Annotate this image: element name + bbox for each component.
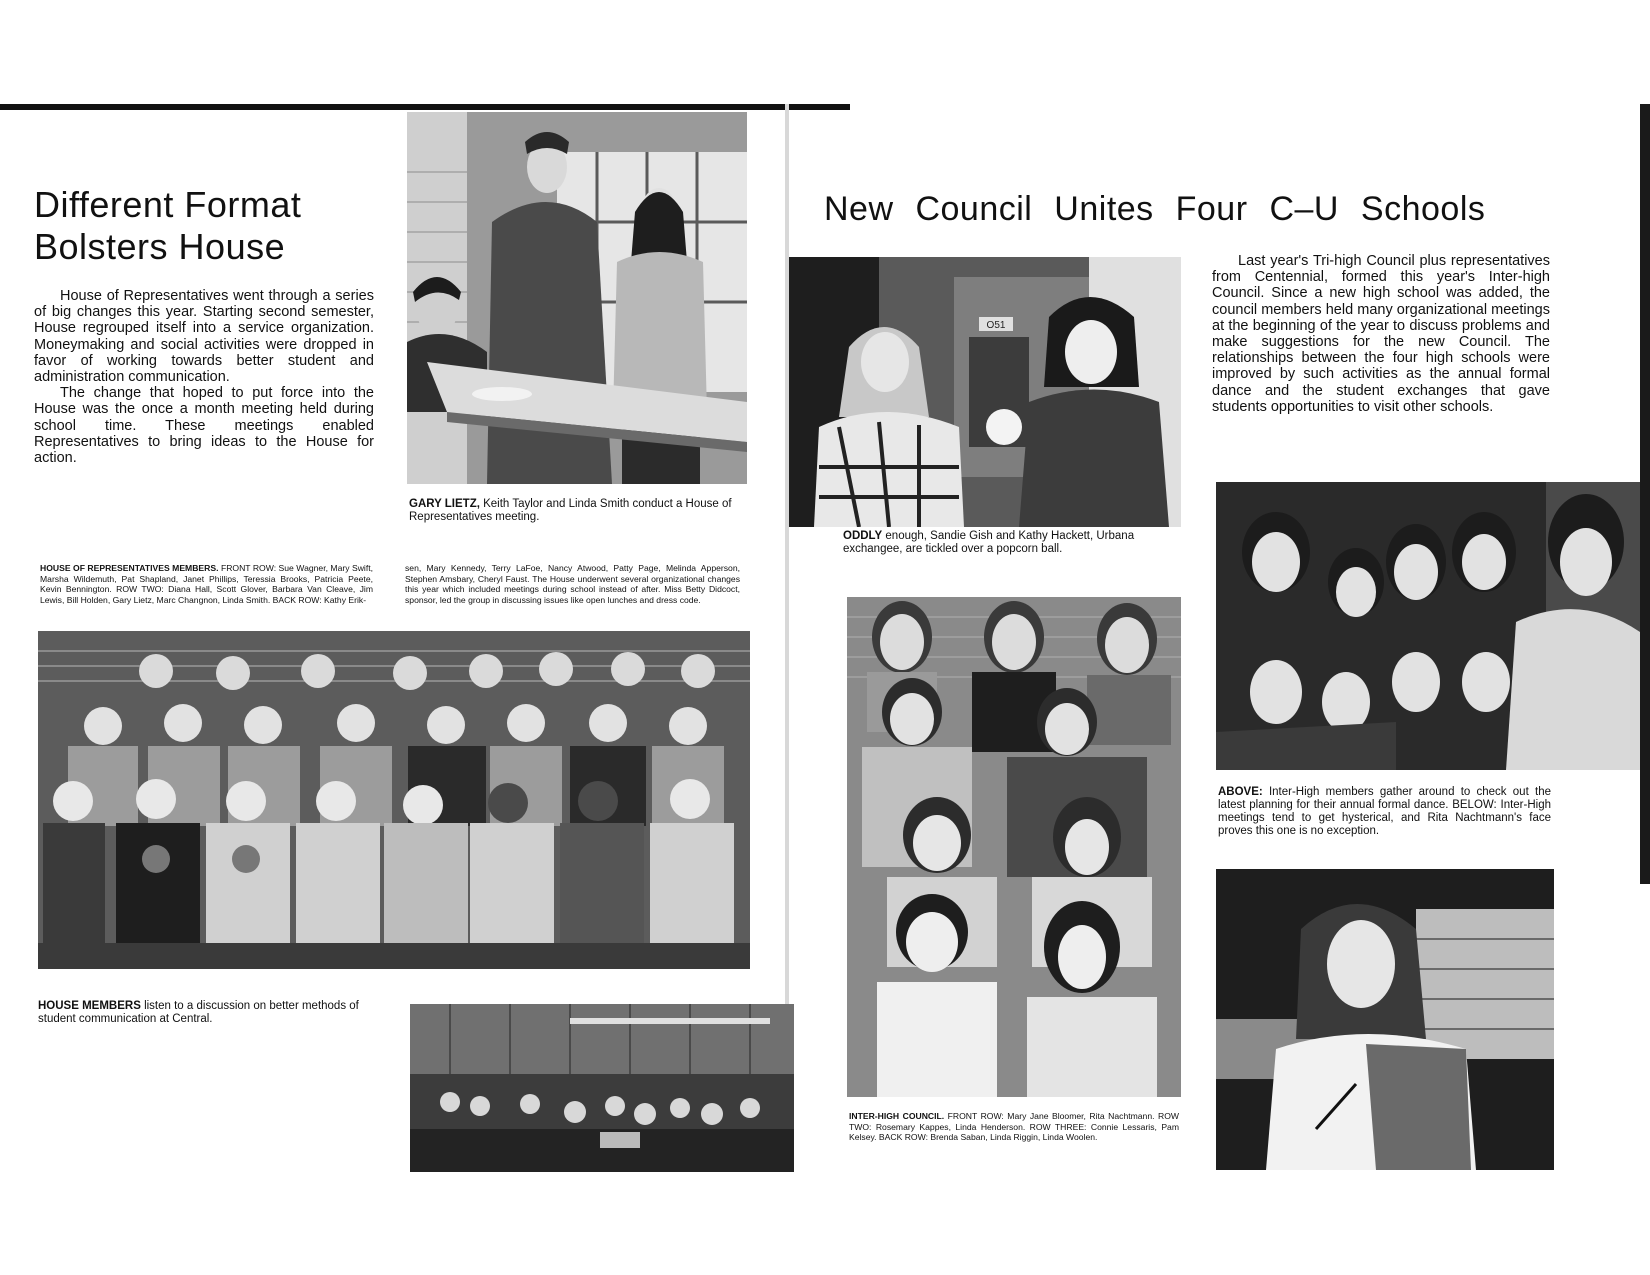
left-headline-line1: Different Format <box>34 184 302 225</box>
house-discussion-photo-art <box>410 1004 794 1172</box>
members-caption-col1 <box>40 563 373 605</box>
house-meeting-photo-art <box>407 112 747 484</box>
oddly-caption-lead: ODDLY <box>843 530 883 542</box>
inter-high-gather-photo <box>1216 482 1640 770</box>
room-number-sign: O51 <box>986 320 1006 331</box>
page-right-edge <box>1640 104 1650 884</box>
popcorn-ball-photo <box>789 257 1181 527</box>
left-story <box>34 288 374 466</box>
meeting-caption-lead: GARY LIETZ, <box>409 498 480 510</box>
left-headline <box>34 184 374 268</box>
meeting-caption-text: Keith Taylor and Linda Smith conduct a House of Representatives meeting. <box>409 498 732 523</box>
right-story <box>1212 253 1550 415</box>
inter-high-council-photo <box>847 597 1181 1097</box>
council-caption-text: FRONT ROW: Mary Jane Bloomer, Rita Nachtmann. ROW TWO: Rosemary Kappes, Linda Henderson. ROW THREE: Connie Lessaris, Pam Kelsey. BACK ROW: Brenda Saban, Linda Riggin, Linda Woolen. <box>849 1111 1179 1143</box>
page-top-rule <box>0 104 850 110</box>
rita-nachtmann-photo-art <box>1216 869 1554 1170</box>
left-story-paragraph-2: The change that hoped to put force into the House was the once a month meeting held during school time. These meetings enabled Representatives to bring ideas to the House for action. <box>34 385 374 467</box>
popcorn-ball-photo-art <box>789 257 1181 527</box>
inter-high-council-photo-art <box>847 597 1181 1097</box>
council-caption-lead: INTER-HIGH COUNCIL. <box>849 1111 945 1121</box>
house-meeting-photo <box>407 112 747 484</box>
house-members-group-photo <box>38 631 750 969</box>
left-headline-line2: Bolsters House <box>34 226 286 267</box>
house-discussion-photo <box>410 1004 794 1172</box>
rita-nachtmann-photo <box>1216 869 1554 1170</box>
right-story-paragraph: Last year's Tri-high Council plus representatives from Centennial, formed this year's Inter-high Council. Since a new high school was added, the council members held many organizational meetings at the beginning of the year to discuss problems and make suggestions for the new Council. The relationships between the four high schools were improved by such activities as the annual formal dance and the student exchanges that gave students opportunities to visit other schools. <box>1212 253 1550 415</box>
above-caption <box>1218 786 1551 838</box>
left-story-paragraph-1: House of Representatives went through a series of big changes this year. Starting second semester, House regrouped itself into a service organization. Moneymaking and social activities were dropped in favor of working towards better student and administration communication. <box>34 288 374 386</box>
right-headline: New Council Unites Four C–U Schools <box>824 190 1486 228</box>
house-members-group-photo-art <box>38 631 750 969</box>
above-caption-lead: ABOVE: <box>1218 786 1263 798</box>
oddly-caption-text: enough, Sandie Gish and Kathy Hackett, Urbana exchangee, are tickled over a popcorn ball. <box>843 530 1135 555</box>
meeting-caption <box>409 498 749 524</box>
discussion-caption-lead: HOUSE MEMBERS <box>38 1000 141 1012</box>
oddly-caption <box>843 530 1178 556</box>
inter-high-gather-photo-art <box>1216 482 1640 770</box>
members-caption-lead: HOUSE OF REPRESENTATIVES MEMBERS. <box>40 563 219 573</box>
members-caption-text: FRONT ROW: Sue Wagner, Mary Swift, Marsha Wildemuth, Pat Shapland, Janet Phillips, Teressia Brooks, Patricia Peete, Kevin Bennington. ROW TWO: Diana Hall, Scott Glover, Barbara Van Cleave, Jim Lewis, Bill Holden, Gary Lietz, Marc Changnon, Linda Smith. BACK ROW: Kathy Erik- <box>40 563 373 605</box>
above-caption-text: Inter-High members gather around to check out the latest planning for their annual formal dance. BELOW: Inter-High meetings tend to get hysterical, and Rita Nachtmann's face proves this one is no exception. <box>1218 786 1551 837</box>
discussion-caption <box>38 1000 378 1026</box>
discussion-caption-text: listen to a discussion on better methods of student communication at Central. <box>38 1000 359 1025</box>
members-caption-col2: sen, Mary Kennedy, Terry LaFoe, Nancy Atwood, Patty Page, Melinda Apperson, Stephen Amsbary, Cheryl Faust. The House underwent several organizational changes this year which included meetings during school instead of after. Miss Betty Didcoct, sponsor, led the group in discussing issues like open lunches and dress code. <box>405 563 740 605</box>
council-caption <box>849 1111 1179 1143</box>
